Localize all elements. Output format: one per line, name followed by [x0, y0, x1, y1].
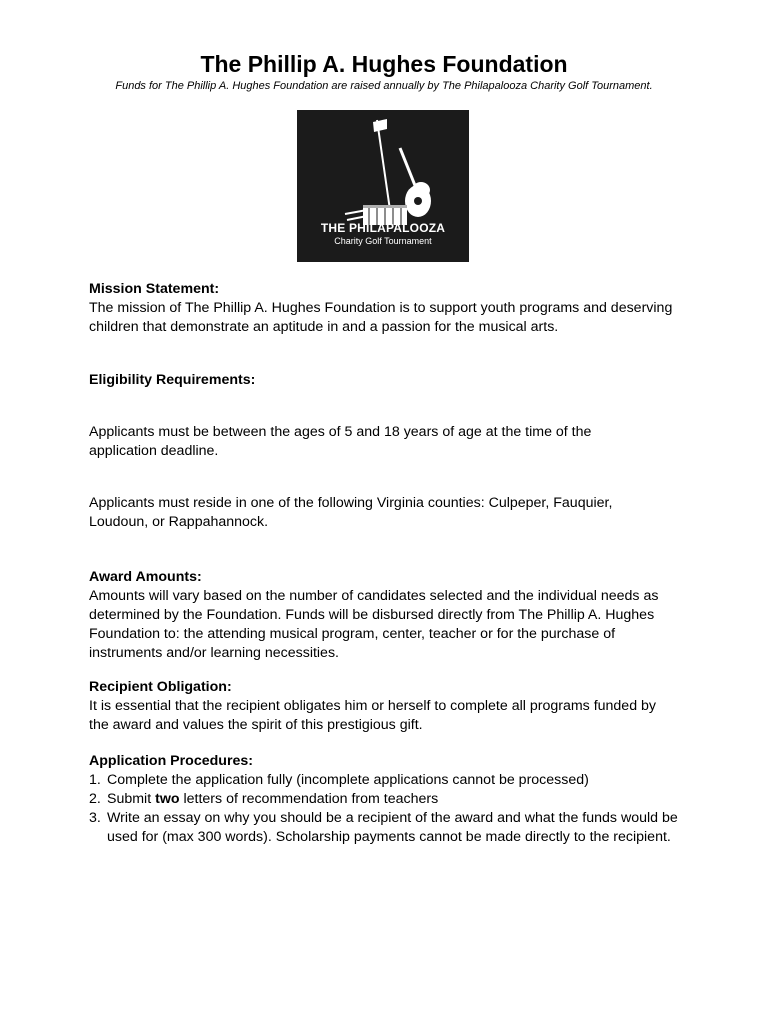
step-text-post: letters of recommendation from teachers: [179, 791, 439, 807]
list-item: [89, 771, 679, 790]
procedures-section: [89, 752, 679, 847]
procedures-list: [89, 771, 679, 847]
award-section: [89, 568, 679, 663]
list-item: [89, 809, 679, 847]
procedures-heading: Application Procedures:: [89, 753, 253, 769]
logo-title: THE PHILAPALOOZA: [320, 221, 446, 235]
list-item: [89, 790, 679, 809]
philapalooza-logo: [297, 110, 469, 262]
mission-heading: Mission Statement:: [89, 281, 220, 297]
step-number: 2.: [89, 791, 101, 807]
eligibility-heading-bold: Eligibility Requirements:: [89, 372, 256, 388]
obligation-section: [89, 678, 679, 735]
step-text: Complete the application fully (incomplete applications cannot be processed): [107, 772, 589, 788]
mission-text: The mission of The Phillip A. Hughes Foundation is to support youth programs and deserving children that demonstrate an aptitude in and a passion for the musical arts.: [89, 300, 673, 335]
obligation-heading: Recipient Obligation:: [89, 679, 232, 695]
step-text: Write an essay on why you should be a recipient of the award and what the funds would be used for (max 300 words). Scholarship payments cannot be made directly to the recipient.: [107, 810, 678, 845]
step-text-emphasis: two: [155, 791, 180, 807]
step-number: 3.: [89, 810, 101, 826]
eligibility-requirement-age: Applicants must be between the ages of 5 and 18 years of age at the time of the application deadline.: [89, 424, 592, 459]
step-text-pre: Submit: [107, 791, 156, 807]
page-title: The Phillip A. Hughes Foundation: [200, 51, 568, 77]
award-heading: Award Amounts:: [89, 569, 202, 585]
step-number: 1.: [89, 772, 101, 788]
eligibility-requirement-county: Applicants must reside in one of the following Virginia counties: Culpeper, Fauquier, Loudoun, or Rappahannock.: [89, 495, 613, 530]
page-subtitle: Funds for The Phillip A. Hughes Foundation are raised annually by The Philapalooza Charity Golf Tournament.: [115, 80, 653, 92]
mission-section: [89, 280, 679, 337]
award-text: Amounts will vary based on the number of candidates selected and the individual needs as determined by the Foundation. Funds will be disbursed directly from The Phillip A. Hughes Foundation to: the attending musical program, center, teacher or for the purchase of instruments and/or learning necessities.: [89, 588, 659, 661]
logo-subtitle: Charity Golf Tournament: [334, 236, 432, 246]
obligation-text: It is essential that the recipient obligates him or herself to complete all programs funded by the award and values the spirit of this prestigious gift.: [89, 698, 657, 733]
